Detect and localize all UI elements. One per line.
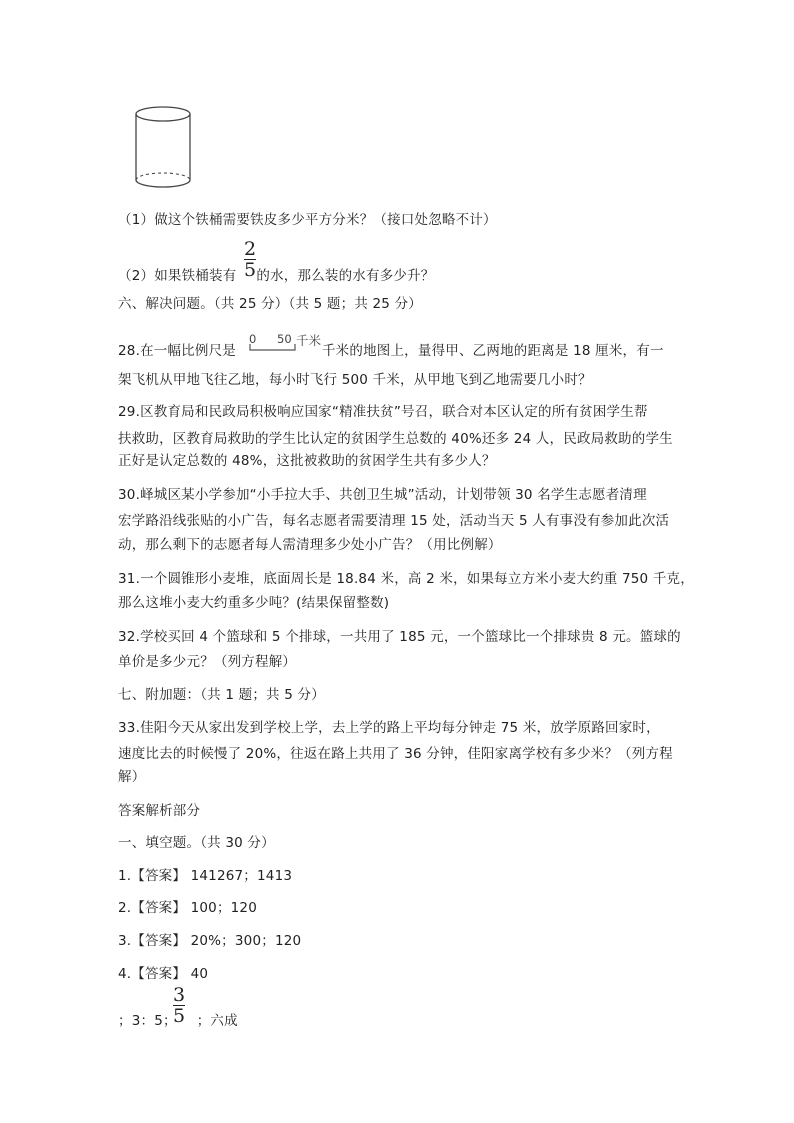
- scale-fifty-label: 50: [277, 332, 292, 346]
- answers-section-1: 一、填空题。（共 30 分）: [118, 835, 275, 851]
- q27-sub2-suffix: 的水，那么装的水有多少升？: [256, 268, 435, 284]
- section-6-heading: 六、解决问题。（共 25 分）（共 5 题；共 25 分）: [118, 296, 422, 312]
- scale-unit-label: 千米: [296, 333, 322, 348]
- q29-line3: 正好是认定总数的 48%，这批被救助的贫困学生共有多少人？: [118, 453, 496, 469]
- q28-prefix: 28.在一幅比例尺是: [118, 343, 236, 359]
- fraction-numerator: 3: [173, 984, 186, 1006]
- q33-line1: 33.佳阳今天从家出发到学校上学，去上学的路上平均每分钟走 75 米，放学原路回家时，: [118, 720, 660, 736]
- q27-fraction: [244, 238, 257, 282]
- fraction-numerator: 2: [244, 238, 257, 260]
- q30-line2: 宏学路沿线张贴的小广告，每名志愿者需要清理 15 处，活动当天 5 人有事没有参加此次活: [118, 513, 670, 529]
- q33-line3: 解）: [118, 769, 146, 785]
- answer-4-cont-suffix: ；六成: [196, 1013, 238, 1029]
- fraction-denominator: 5: [173, 1005, 186, 1028]
- answer-1: 1.【答案】 141267；1413: [118, 868, 293, 884]
- fraction-denominator: 5: [244, 259, 257, 282]
- answer-4-cont-prefix: ；3：5；: [118, 1013, 177, 1029]
- answer-4: 4.【答案】 40: [118, 966, 209, 982]
- section-7-heading: 七、附加题：（共 1 题；共 5 分）: [118, 687, 325, 703]
- q28-line1-rest: 千米的地图上，量得甲、乙两地的距离是 18 厘米，有一: [321, 343, 664, 359]
- answers-title: 答案解析部分: [118, 803, 201, 819]
- q27-sub2-prefix: （2）如果铁桶装有: [118, 268, 237, 284]
- q28-line1: [118, 342, 664, 360]
- q29-line1: 29.区教育局和民政局积极响应国家“精准扶贫”号召，联合对本区认定的所有贫困学生帮: [118, 404, 648, 420]
- q31-line1: 31.一个圆锥形小麦堆，底面周长是 18.84 米，高 2 米，如果每立方米小麦大约重 750 千克，: [118, 571, 694, 587]
- answer-3: 3.【答案】 20%；300；120: [118, 933, 302, 949]
- scale-zero-label: 0: [249, 332, 257, 346]
- q31-line2: 那么这堆小麦大约重多少吨？(结果保留整数): [118, 595, 390, 611]
- answer-2: 2.【答案】 100；120: [118, 900, 258, 916]
- q29-line2: 扶救助，区教育局救助的学生比认定的贫困学生总数的 40%还多 24 人，民政局救助的学生: [118, 431, 673, 447]
- q32-line2: 单价是多少元？（列方程解）: [118, 654, 297, 670]
- cylinder-figure: [128, 100, 198, 195]
- scale-line: [249, 343, 297, 352]
- scale-bar: [243, 332, 329, 354]
- q33-line2: 速度比去的时候慢了 20%，往返在路上共用了 36 分钟，佳阳家离学校有多少米？（列方程: [118, 746, 673, 762]
- q30-line3: 动，那么剩下的志愿者每人需清理多少处小广告？（用比例解）: [118, 537, 502, 553]
- q32-line1: 32.学校买回 4 个篮球和 5 个排球，一共用了 185 元，一个篮球比一个排球贵 8 元。篮球的: [118, 629, 681, 645]
- q27-sub1: （1）做这个铁桶需要铁皮多少平方分米？（接口处忽略不计）: [118, 212, 497, 228]
- q30-line1: 30.峄城区某小学参加“小手拉大手、共创卫生城”活动，计划带领 30 名学生志愿者清理: [118, 487, 647, 503]
- q28-line2: 架飞机从甲地飞往乙地，每小时飞行 500 千米，从甲地飞到乙地需要几小时？: [118, 372, 592, 388]
- q27-sub2: [118, 267, 435, 285]
- answer-4-fraction: [173, 984, 186, 1028]
